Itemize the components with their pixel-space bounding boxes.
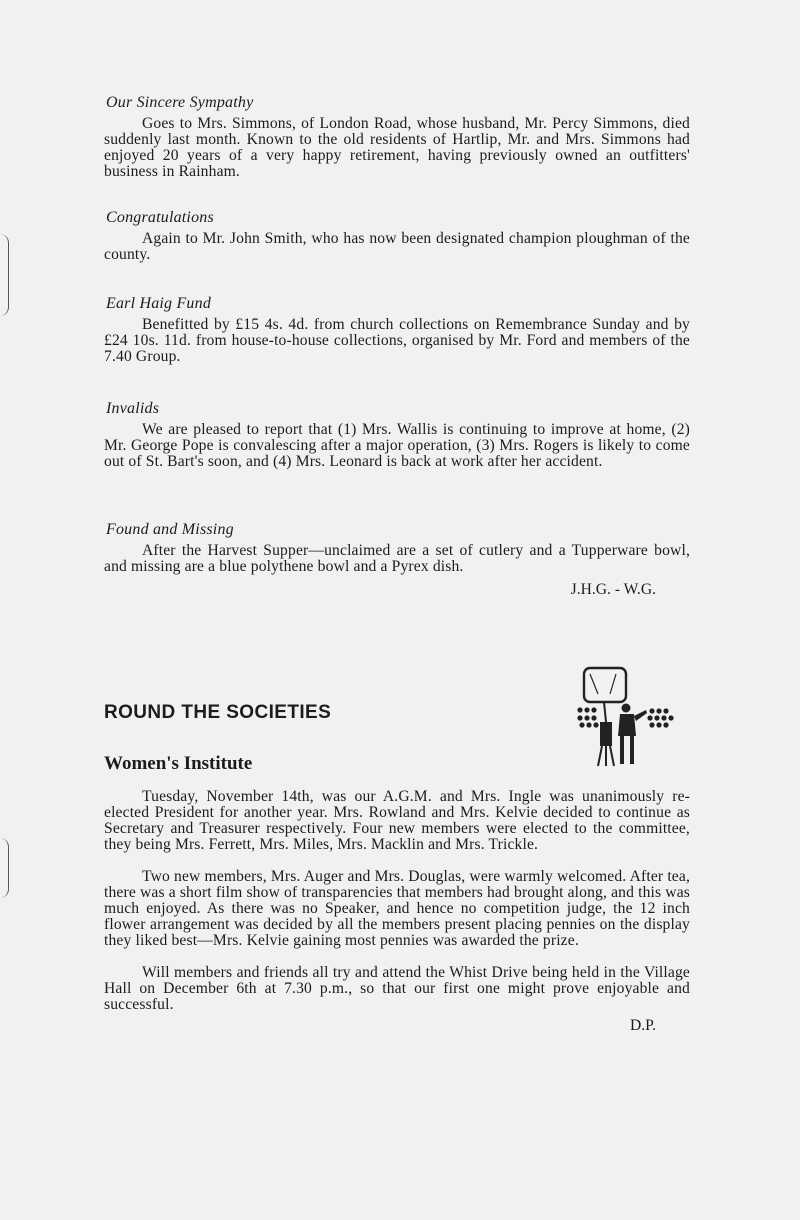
section-body: Again to Mr. John Smith, who has now been designated champion ploughman of the county. bbox=[104, 230, 690, 263]
section-heading: Earl Haig Fund bbox=[106, 295, 212, 312]
section-body: We are pleased to report that (1) Mrs. Wallis is continuing to improve at home, (2) Mr. George Pope is convalescing after a major operation, (3) Mrs. Rogers is likely to come out of St. Bart's soon, and (4) Mrs. Leonard is back at work after her accident. bbox=[104, 421, 690, 470]
section-heading: Invalids bbox=[106, 400, 160, 417]
section-congratulations bbox=[104, 209, 690, 263]
societies-body bbox=[104, 753, 690, 1035]
wi-subtitle: Women's Institute bbox=[104, 753, 253, 774]
wi-paragraph: Tuesday, November 14th, was our A.G.M. and Mrs. Ingle was unanimously re-elected President for another year. Mrs. Rowland and Mrs. Kelvie decided to continue as Secretary and Treasurer respectively. Four new members were elected to the committee, they being Mrs. Ferrett, Mrs. Miles, Mrs. Macklin and Mrs. Trickle. bbox=[104, 788, 690, 853]
wi-paragraph: Two new members, Mrs. Auger and Mrs. Douglas, were warmly welcomed. After tea, there was a short film show of transparencies that members had brought along, and this was much enjoyed. As there was no Speaker, and hence no competition judge, the 12 inch flower arrangement was decided by all the members present placing pennies on the display they liked best—Mrs. Kelvie gaining most pennies was awarded the prize. bbox=[104, 868, 690, 949]
wi-signature: D.P. bbox=[629, 1017, 656, 1034]
section-heading: Found and Missing bbox=[106, 521, 234, 538]
section-body: Goes to Mrs. Simmons, of London Road, whose husband, Mr. Percy Simmons, died suddenly last month. Known to the old residents of Hartlip, Mr. and Mrs. Simmons had enjoyed 20 years of a very happy retirement, having previously owned an outfitters' business in Rainham. bbox=[104, 115, 690, 180]
section-earl-haig-fund bbox=[104, 295, 690, 365]
section-invalids bbox=[104, 400, 690, 470]
wi-paragraph: Will members and friends all try and attend the Whist Drive being held in the Village Hall on December 6th at 7.30 p.m., so that our first one might prove enjoyable and successful. bbox=[104, 964, 690, 1013]
section-signature: J.H.G. - W.G. bbox=[570, 581, 656, 598]
section-body: Benefitted by £15 4s. 4d. from church collections on Remembrance Sunday and by £24 10s. 11d. from house-to-house collections, organised by Mr. Ford and members of the 7.40 Group. bbox=[104, 316, 690, 365]
section-found-and-missing bbox=[104, 521, 690, 599]
section-sympathy bbox=[104, 94, 690, 180]
section-body: After the Harvest Supper—unclaimed are a set of cutlery and a Tupperware bowl, and missing are a blue polythene bowl and a Pyrex dish. bbox=[104, 542, 690, 575]
page-edge-mark bbox=[0, 838, 9, 898]
societies-title: ROUND THE SOCIETIES bbox=[104, 702, 332, 723]
section-heading: Congratulations bbox=[106, 209, 214, 226]
page-edge-mark bbox=[0, 234, 9, 316]
section-heading: Our Sincere Sympathy bbox=[106, 94, 254, 111]
